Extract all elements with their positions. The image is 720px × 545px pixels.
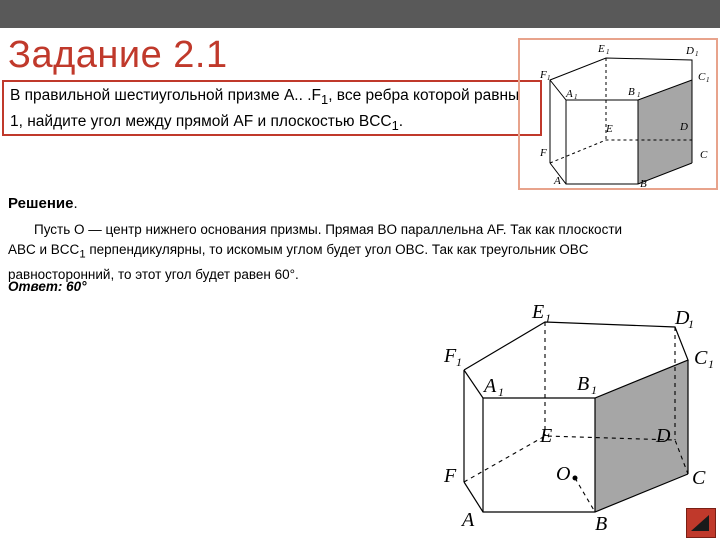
label-e: E — [606, 123, 613, 135]
label-a: A — [554, 175, 561, 187]
solution-heading: Решение. — [8, 195, 78, 212]
label-sub: 1 — [574, 93, 578, 101]
label-sub: 1 — [708, 357, 714, 371]
label-f1: F — [540, 69, 547, 81]
task-text-before: В правильной шестиугольной призме A.. .F — [10, 87, 321, 104]
label-sub: 1 — [545, 311, 551, 325]
label-b1: B — [577, 373, 590, 395]
solution-line: равносторонний, то этот угол будет равен 60°. — [8, 266, 299, 282]
label-e: E — [540, 425, 553, 447]
label-f1: F — [444, 345, 457, 367]
next-slide-arrow-icon — [687, 509, 715, 537]
label-d1: D — [675, 307, 690, 329]
task-sub: 1 — [391, 118, 399, 134]
label-e1: E — [598, 43, 605, 55]
large-prism-figure — [432, 300, 720, 540]
label-sub: 1 — [547, 74, 551, 82]
label-sub: 1 — [591, 383, 597, 397]
label-a1: A — [566, 88, 573, 100]
label-d: D — [656, 425, 671, 447]
answer-text: Ответ: 60° — [8, 279, 87, 294]
label-d1: D — [686, 45, 694, 57]
label-b: B — [595, 513, 608, 535]
task-box — [2, 80, 542, 136]
solution-line: Пусть O — центр нижнего основания призмы. Прямая BO параллельна AF. Так как плоскости — [34, 222, 623, 237]
task-text-after: , все ребра которой равны 1, найдите угол между прямой AF и плоскостью BCC — [10, 87, 520, 131]
label-sub: 1 — [456, 355, 462, 369]
label-o: O — [556, 463, 571, 485]
small-prism-svg — [520, 40, 716, 188]
label-f: F — [444, 465, 457, 487]
label-a: A — [462, 509, 475, 531]
top-bar — [0, 0, 720, 28]
solution-line: ABC и $BCC_1$ перпендикулярны, то искомым углом будет угол OBC. Так как треугольник OBC — [8, 241, 589, 261]
small-prism-figure — [518, 38, 718, 190]
label-sub: 1 — [688, 317, 694, 331]
task-text-end: . — [398, 113, 404, 131]
label-sub: 1 — [637, 91, 641, 99]
label-f: F — [540, 147, 547, 159]
label-sub: 1 — [706, 76, 710, 84]
label-sub: 1 — [606, 48, 610, 56]
center-point-o — [573, 476, 578, 481]
label-c: C — [692, 467, 706, 489]
task-sub: 1 — [321, 92, 329, 108]
label-b1: B — [628, 86, 635, 98]
label-b: B — [640, 178, 647, 188]
label-c: C — [700, 149, 708, 161]
label-d: D — [680, 121, 688, 133]
slide-title: Задание 2.1 — [8, 34, 228, 76]
solution-text — [8, 220, 720, 284]
label-a1: A — [484, 375, 497, 397]
label-sub: 1 — [498, 385, 504, 399]
label-e1: E — [532, 301, 545, 323]
next-slide-button[interactable] — [686, 508, 716, 538]
label-c1: C — [694, 347, 708, 369]
large-prism-svg — [432, 300, 720, 540]
label-sub: 1 — [695, 50, 699, 58]
label-c1: C — [698, 71, 706, 83]
